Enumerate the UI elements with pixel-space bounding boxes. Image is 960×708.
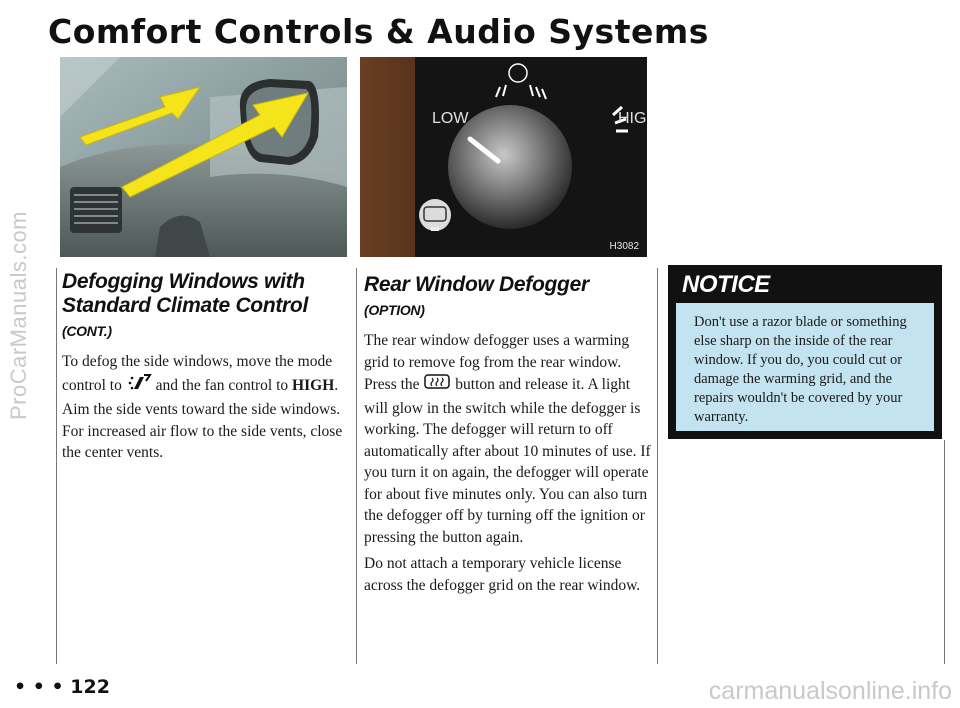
section-body xyxy=(364,330,654,596)
rear-defogger-button-icon xyxy=(423,373,451,398)
paragraph: Do not attach a temporary vehicle license across the defogger grid on the rear window. xyxy=(364,555,641,594)
notice-box xyxy=(668,265,942,439)
section-heading-text: Rear Window Defogger xyxy=(364,273,589,296)
side-vent-illustration xyxy=(60,57,347,257)
text-run: . Aim the side vents toward the side windows. For increased air flow to the side vents, close the center vents. xyxy=(62,376,343,461)
section-heading-suffix: (OPTION) xyxy=(364,302,425,318)
figure-code: H3082 xyxy=(609,241,639,252)
paragraph xyxy=(364,330,654,548)
text-run: button and release it. A light will glow in the switch while the defogger is working. The defogger will return to off automatically after about 10 minutes of use. If you turn it on again, the defogger will operate for about five minutes only. You can also turn the defogger off by turning off the ignition or pressing the button again. xyxy=(364,375,651,546)
fan-knob-illustration xyxy=(360,57,647,257)
paragraph xyxy=(62,351,352,464)
section-rear-window-defogger xyxy=(364,273,654,601)
knob-low-label: LOW xyxy=(432,110,469,127)
section-heading xyxy=(364,273,654,322)
fan-control-photo xyxy=(360,57,647,257)
side-watermark: ProCarManuals.com xyxy=(6,210,31,420)
section-defogging-windows xyxy=(62,270,352,469)
side-vent-photo xyxy=(60,57,347,257)
text-run: To defog the side windows, move the mode control to xyxy=(62,353,333,394)
notice-title: NOTICE xyxy=(682,271,770,298)
section-heading-text: Defogging Windows with Standard Climate Control xyxy=(62,270,308,317)
section-heading xyxy=(62,270,352,343)
page-title: Comfort Controls & Audio Systems xyxy=(48,12,709,51)
defog-mode-icon xyxy=(126,373,152,400)
column-divider-right xyxy=(657,268,658,664)
text-run: The rear window defogger uses a warming grid to remove fog from the rear window. Press the xyxy=(364,332,630,393)
page-number: • • • 122 xyxy=(14,676,110,698)
text-run: and the fan control to xyxy=(155,376,289,394)
knob-high-label: HIG xyxy=(618,110,647,127)
column-divider-far-right xyxy=(944,440,945,664)
column-divider-left xyxy=(56,268,57,664)
column-divider-middle xyxy=(356,268,357,664)
bottom-watermark: carmanualsonline.info xyxy=(708,677,952,705)
notice-text: Don't use a razor blade or something else sharp on the inside of the rear window. If you do, you could cut or damage the warming grid, and the repairs wouldn't be covered by your warranty. xyxy=(676,303,934,431)
section-heading-suffix: (CONT.) xyxy=(62,323,112,339)
bold-term: HIGH xyxy=(292,376,335,394)
section-body xyxy=(62,351,352,464)
